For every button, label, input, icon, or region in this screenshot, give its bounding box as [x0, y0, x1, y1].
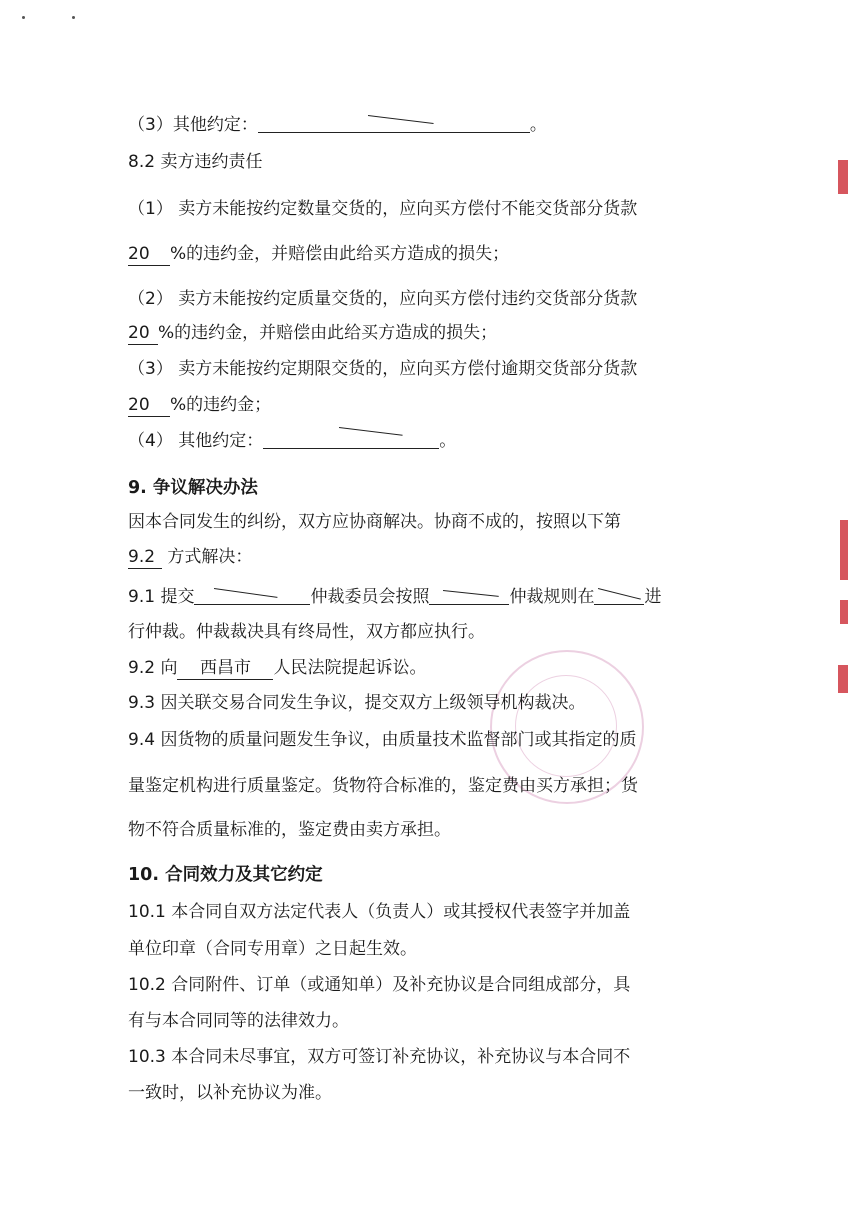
clause-9-2: [128, 657, 426, 680]
clause-10-3: 10.3 本合同未尽事宜，双方可签订补充协议，补充协议与本合同不: [128, 1047, 631, 1067]
clause-text: 方式解决：: [162, 547, 253, 567]
edge-seal-fragment: [840, 600, 848, 624]
clause-10-2: 10.2 合同附件、订单（或通知单）及补充协议是合同组成部分，具: [128, 975, 631, 995]
clause-text: 9.2 向: [128, 658, 178, 678]
clause-text: 9.1 提交: [128, 587, 195, 607]
clause-9-4-cont2: 物不符合质量标准的，鉴定费由卖方承担。: [128, 820, 451, 840]
clause-text: %的违约金；: [170, 395, 272, 415]
strike-mark: [598, 588, 641, 600]
edge-seal-fragment: [840, 520, 848, 580]
court-location: 西昌市: [177, 657, 273, 680]
clause-10-3-cont: 一致时，以补充协议为准。: [128, 1083, 332, 1103]
clause-text: %的违约金，并赔偿由此给买方造成的损失；: [158, 323, 498, 343]
clause-9-4-cont1: 量鉴定机构进行质量鉴定。货物符合标准的，鉴定费由买方承担；货: [128, 776, 638, 796]
edge-seal-fragment: [838, 160, 848, 194]
percent-value: 20: [128, 322, 158, 345]
clause-9-1-cont: 行仲裁。仲裁裁决具有终局性，双方都应执行。: [128, 622, 485, 642]
clause-8-2-3: （3） 卖方未能按约定期限交货的，应向买方偿付逾期交货部分货款: [128, 359, 638, 379]
clause-label: （4） 其他约定：: [128, 431, 264, 451]
strike-mark: [368, 115, 434, 124]
clause-10-2-cont: 有与本合同同等的法律效力。: [128, 1011, 349, 1031]
clause-9-4: 9.4 因货物的质量问题发生争议，由质量技术监督部门或其指定的质: [128, 730, 637, 750]
section-8-2-title: 8.2 卖方违约责任: [128, 152, 263, 172]
clause-10-1: 10.1 本合同自双方法定代表人（负责人）或其授权代表签字并加盖: [128, 902, 631, 922]
clause-text: 仲裁规则在: [509, 587, 595, 607]
strike-mark: [443, 590, 499, 597]
strike-mark: [339, 427, 403, 436]
punctuation: 。: [439, 431, 457, 451]
clause-text: 进: [644, 587, 662, 607]
clause-8-2-3-cont: [128, 394, 271, 417]
blank-field: [594, 586, 644, 605]
clause-8-2-2: （2） 卖方未能按约定质量交货的，应向买方偿付违约交货部分货款: [128, 289, 638, 309]
percent-value: 20: [128, 243, 170, 266]
clause-8-2-2-cont: [128, 322, 497, 345]
section-9-intro: 因本合同发生的纠纷，双方应协商解决。协商不成的，按照以下第: [128, 512, 621, 532]
blank-field: [429, 586, 509, 605]
strike-mark: [214, 588, 278, 598]
blank-field: [194, 586, 310, 605]
scan-speck: [22, 16, 25, 19]
selected-option: 9.2: [128, 546, 162, 569]
clause-text: %的违约金，并赔偿由此给买方造成的损失；: [170, 244, 510, 264]
section-9-intro-cont: [128, 546, 252, 569]
blank-field: [258, 114, 530, 133]
punctuation: 。: [529, 115, 547, 135]
percent-value: 20: [128, 394, 170, 417]
section-9-heading: 9. 争议解决办法: [128, 478, 258, 498]
clause-text: 人民法院提起诉讼。: [273, 658, 427, 678]
clause-label: （3）其他约定：: [128, 115, 258, 135]
scan-speck: [72, 16, 75, 19]
clause-10-1-cont: 单位印章（合同专用章）之日起生效。: [128, 939, 417, 959]
edge-seal-fragment: [838, 665, 848, 693]
clause-8-2-1-cont: [128, 243, 509, 266]
faint-seal-stamp-inner: [515, 675, 617, 777]
section-10-heading: 10. 合同效力及其它约定: [128, 865, 323, 885]
clause-text: 仲裁委员会按照: [310, 587, 430, 607]
blank-field: [263, 430, 439, 449]
clause-9-1: [128, 586, 661, 608]
clause-8-2-4: [128, 430, 456, 452]
clause-8-2-1: （1） 卖方未能按约定数量交货的，应向买方偿付不能交货部分货款: [128, 199, 638, 219]
clause-9-3: 9.3 因关联交易合同发生争议，提交双方上级领导机构裁决。: [128, 693, 586, 713]
clause-8-1-3: [128, 114, 547, 136]
